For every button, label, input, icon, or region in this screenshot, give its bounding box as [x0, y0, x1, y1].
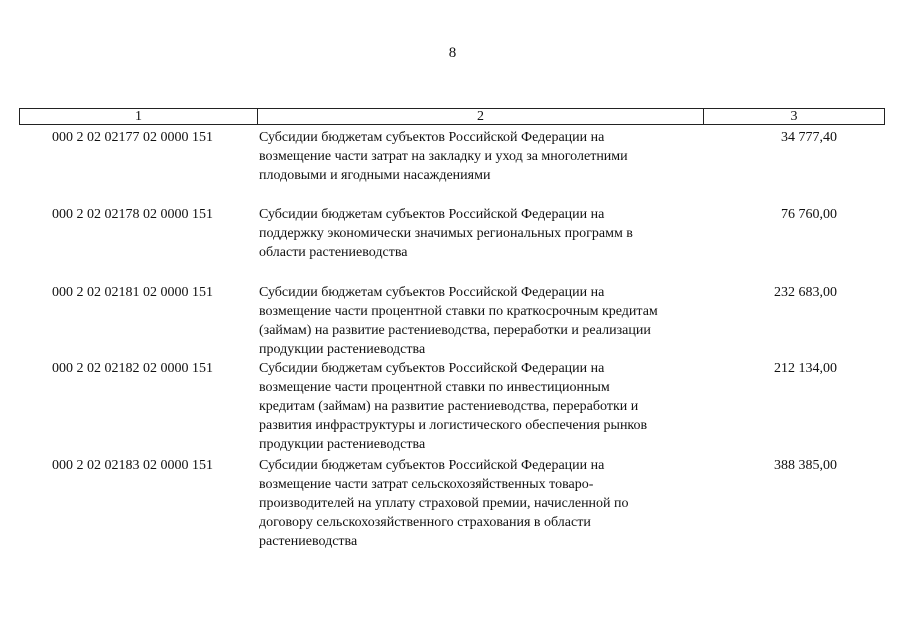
amount: 232 683,00	[774, 285, 837, 300]
description-line: области растениеводства	[259, 245, 408, 260]
description	[259, 359, 699, 454]
header-col-2: 2	[258, 109, 704, 124]
description-line: возмещение части процентной ставки по краткосрочным кредитам	[259, 304, 658, 319]
budget-code: 000 2 02 02177 02 0000 151	[52, 130, 213, 145]
budget-code: 000 2 02 02181 02 0000 151	[52, 285, 213, 300]
description-line: кредитам (займам) на развитие растениеводства, переработки и	[259, 399, 639, 414]
description-line: продукции растениеводства	[259, 342, 426, 357]
description-line: Субсидии бюджетам субъектов Российской Федерации на	[259, 361, 605, 376]
budget-code: 000 2 02 02178 02 0000 151	[52, 207, 213, 222]
budget-code: 000 2 02 02182 02 0000 151	[52, 361, 213, 376]
description-line: поддержку экономически значимых региональных программ в	[259, 226, 633, 241]
header-col-1: 1	[20, 109, 258, 124]
amount: 388 385,00	[774, 458, 837, 473]
description-line: (займам) на развитие растениеводства, переработки и реализации	[259, 323, 651, 338]
table-header	[19, 108, 885, 125]
description-line: Субсидии бюджетам субъектов Российской Федерации на	[259, 285, 605, 300]
description-line: развития инфраструктуры и логистического обеспечения рынков	[259, 418, 648, 433]
description-line: Субсидии бюджетам субъектов Российской Федерации на	[259, 130, 605, 145]
amount: 76 760,00	[781, 207, 837, 222]
description-line: производителей на уплату страховой премии, начисленной по	[259, 496, 629, 511]
description	[259, 456, 699, 551]
page-number: 8	[448, 45, 457, 61]
amount: 34 777,40	[781, 130, 837, 145]
budget-code: 000 2 02 02183 02 0000 151	[52, 458, 213, 473]
description	[259, 205, 699, 262]
description-line: возмещение части затрат на закладку и уход за многолетними	[259, 149, 628, 164]
description-line: Субсидии бюджетам субъектов Российской Федерации на	[259, 458, 605, 473]
description	[259, 128, 699, 185]
description-line: продукции растениеводства	[259, 437, 426, 452]
amount: 212 134,00	[774, 361, 837, 376]
description	[259, 283, 699, 359]
description-line: возмещение части затрат сельскохозяйственных товаро-	[259, 477, 594, 492]
description-line: плодовыми и ягодными насаждениями	[259, 168, 491, 183]
header-col-3: 3	[790, 109, 798, 124]
description-line: возмещение части процентной ставки по инвестиционным	[259, 380, 610, 395]
description-line: Субсидии бюджетам субъектов Российской Федерации на	[259, 207, 605, 222]
description-line: договору сельскохозяйственного страхования в области	[259, 515, 591, 530]
description-line: растениеводства	[259, 534, 358, 549]
